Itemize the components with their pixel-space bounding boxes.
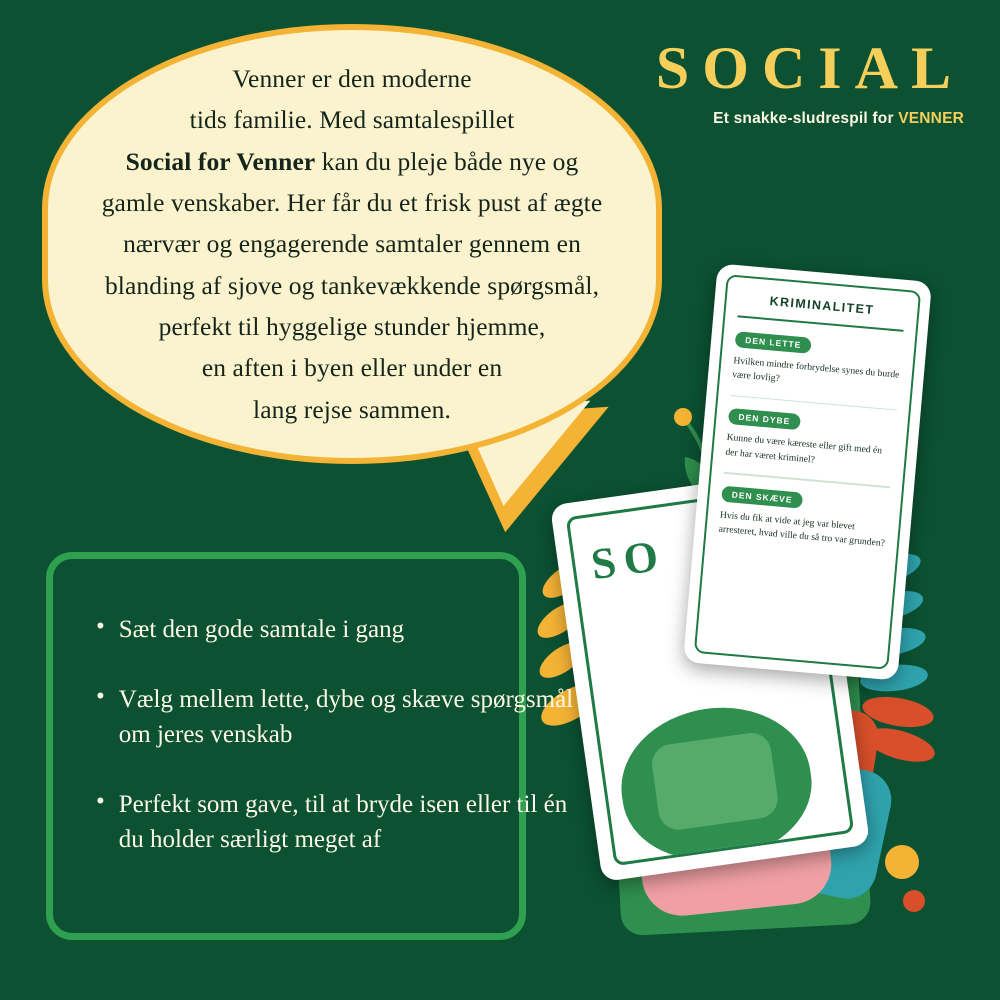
intro-line-1: Venner er den moderne <box>232 64 472 94</box>
bullet-text: Vælg mellem lette, dybe og skæve spørgsmål om jeres venskab <box>118 685 574 748</box>
intro-line-4: gamle venskaber. Her får du et frisk pust af ægte <box>101 188 603 218</box>
card-category-title: KRIMINALITET <box>769 294 875 318</box>
bullet-marker: • <box>96 787 105 815</box>
intro-line-2: tids familie. Med samtalespillet <box>189 105 515 135</box>
intro-line-9: lang rejse sammen. <box>253 394 451 424</box>
intro-line-7: perfekt til hyggelige stunder hjemme, <box>158 311 546 341</box>
card-category-divider <box>737 315 904 332</box>
bullet-marker: • <box>96 682 105 710</box>
brand-title: SOCIAL <box>655 35 964 101</box>
intro-line-5: nærvær og engagerende samtaler gennem en <box>123 229 581 259</box>
card-logo: SO <box>588 530 669 590</box>
question-block-quirky <box>718 483 889 551</box>
game-card-questions-inner <box>694 274 921 670</box>
decorative-dot <box>885 845 919 879</box>
list-item <box>96 787 616 858</box>
speech-bubble-body <box>42 24 662 464</box>
bullet-marker: • <box>96 613 105 640</box>
decorative-dot <box>903 890 925 912</box>
intro-line-6: blanding af sjove og tankevækkende spørgsmål, <box>104 270 600 300</box>
question-block-deep <box>725 406 896 474</box>
brand-subtitle-prefix: Et snakke-sludrespil for <box>713 110 899 127</box>
intro-line-8: en aften i byen eller under en <box>201 353 503 383</box>
question-text-easy: Hvilken mindre forbrydelse synes du burde være lovlig? <box>731 355 900 385</box>
intro-line-3: kan du pleje både nye og <box>315 146 579 176</box>
list-item <box>96 682 616 753</box>
question-label-easy: DEN LETTE <box>735 331 812 354</box>
question-block-easy <box>731 329 902 397</box>
intro-product-name: Social for Venner <box>125 146 316 176</box>
brand-subtitle-accent: VENNER <box>898 110 964 127</box>
speech-bubble <box>42 24 662 524</box>
game-card-questions <box>683 263 932 680</box>
card-illustration <box>612 696 821 866</box>
intro-paragraph <box>87 58 617 430</box>
question-label-quirky: DEN SKÆVE <box>721 485 803 508</box>
question-text-quirky: Hvis du fik at vide at jeg var blevet arresteret, hvad ville du så tro var grunden? <box>718 509 886 549</box>
feature-bullet-list <box>96 612 616 892</box>
bullet-text: Perfekt som gave, til at bryde isen eller til én du holder særligt meget af <box>118 790 568 853</box>
bullet-text: Sæt den gode samtale i gang <box>118 616 405 643</box>
question-text-deep: Kunne du være kæreste eller gift med én der har været kriminel? <box>724 432 883 466</box>
list-item <box>96 612 616 648</box>
question-label-deep: DEN DYBE <box>728 408 801 430</box>
